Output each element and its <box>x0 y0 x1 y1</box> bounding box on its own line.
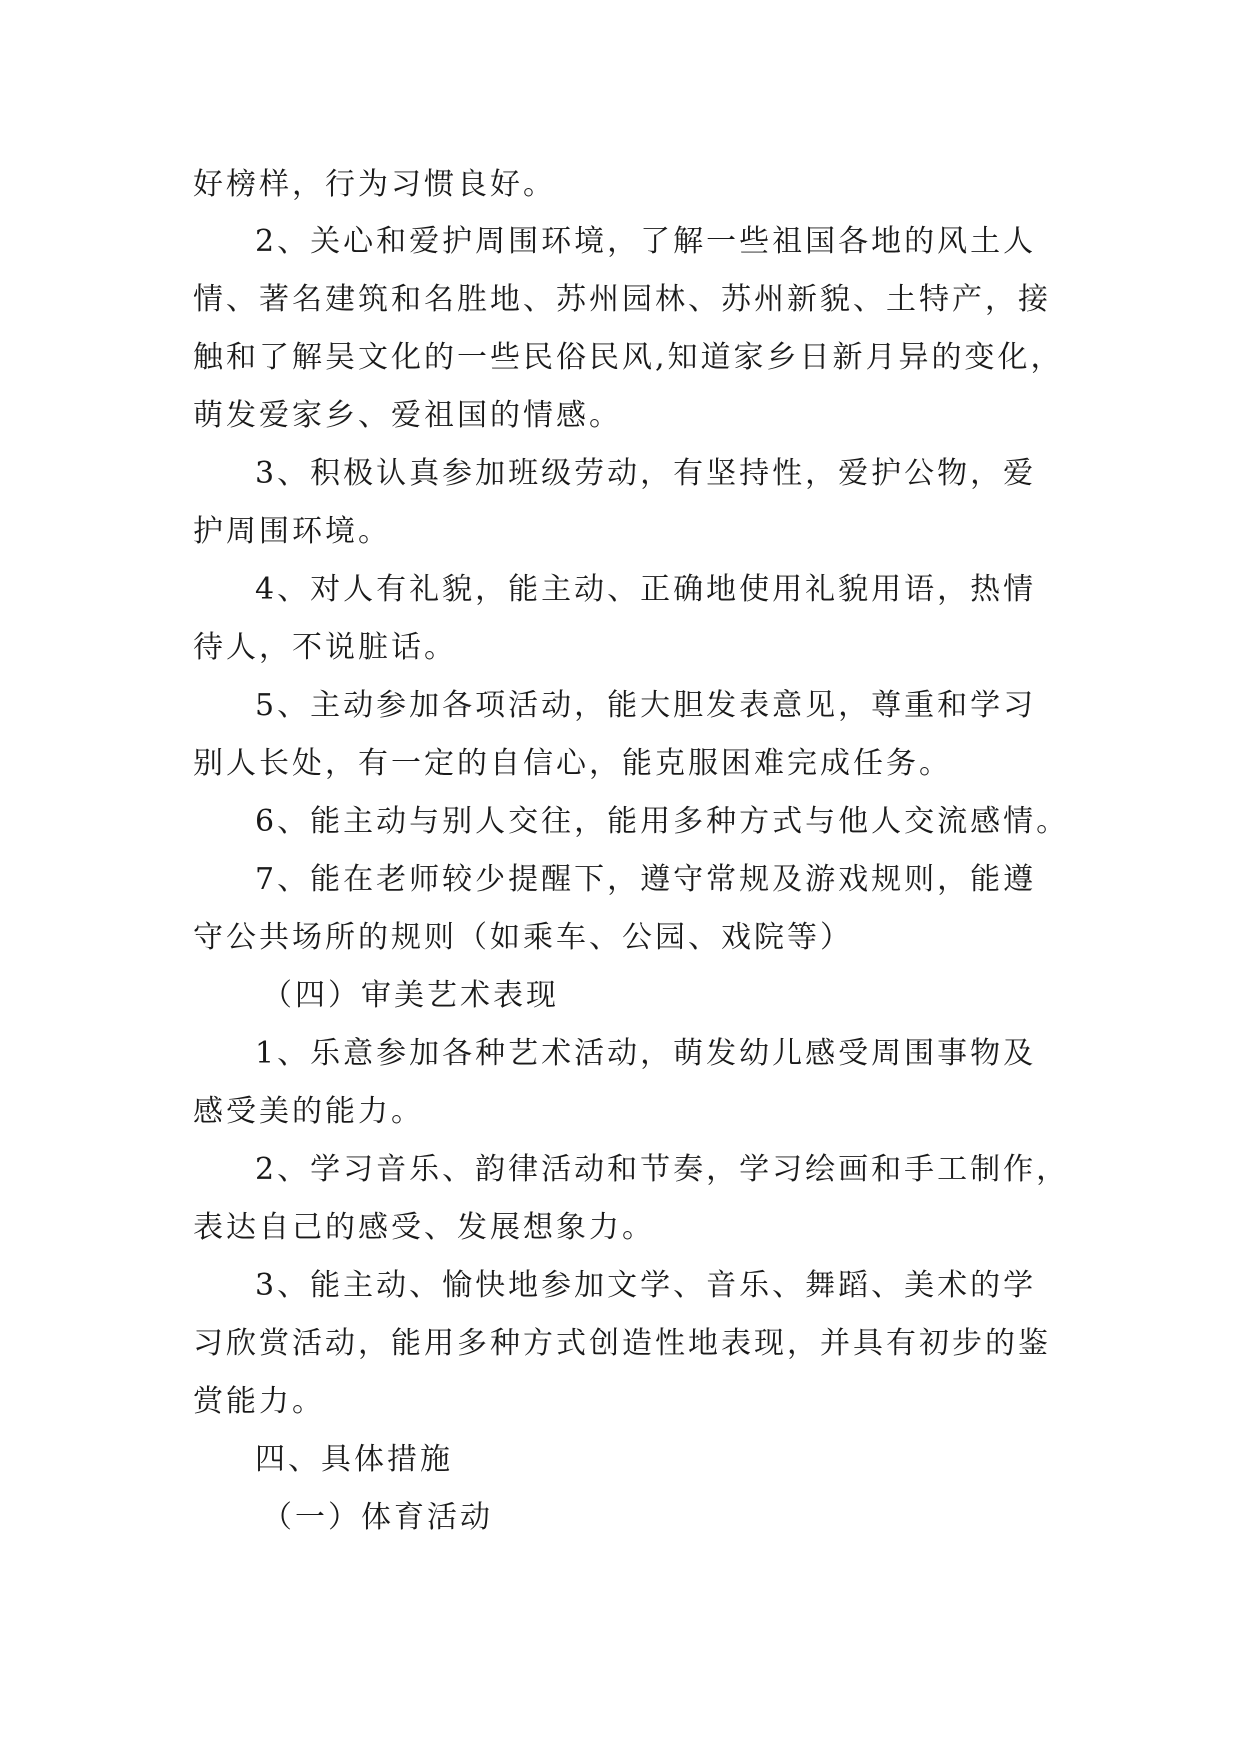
list-item-2-start: 2、关心和爱护周围环境，了解一些祖国各地的风土人 <box>255 224 1037 259</box>
text-line: 护周围环境。 <box>193 514 391 549</box>
list-item-7-start: 7、能在老师较少提醒下，遵守常规及游戏规则，能遵 <box>255 862 1037 897</box>
list-item-5-start: 5、主动参加各项活动，能大胆发表意见，尊重和学习 <box>255 688 1037 723</box>
list-item-6: 6、能主动与别人交往，能用多种方式与他人交流感情。 <box>255 804 1070 839</box>
subsection-heading: （一）体育活动 <box>262 1500 493 1535</box>
list-item-1-start: 1、乐意参加各种艺术活动，萌发幼儿感受周围事物及 <box>255 1036 1037 1071</box>
list-item-3-start: 3、积极认真参加班级劳动，有坚持性，爱护公物，爱 <box>255 456 1037 491</box>
text-line: 待人，不说脏话。 <box>193 630 457 665</box>
text-line: 情、著名建筑和名胜地、苏州园林、苏州新貌、土特产，接 <box>193 282 1051 317</box>
text-line: 好榜样，行为习惯良好。 <box>193 167 556 202</box>
text-line: 赏能力。 <box>193 1384 325 1419</box>
list-item-2-start: 2、学习音乐、韵律活动和节奏，学习绘画和手工制作， <box>255 1152 1070 1187</box>
text-line: 习欣赏活动，能用多种方式创造性地表现，并具有初步的鉴 <box>193 1326 1051 1361</box>
section-heading: 四、具体措施 <box>255 1442 453 1477</box>
text-line: 表达自己的感受、发展想象力。 <box>193 1210 655 1245</box>
list-item-3-start: 3、能主动、愉快地参加文学、音乐、舞蹈、美术的学 <box>255 1268 1037 1303</box>
list-item-4-start: 4、对人有礼貌，能主动、正确地使用礼貌用语，热情 <box>255 572 1037 607</box>
text-line: 萌发爱家乡、爱祖国的情感。 <box>193 398 622 433</box>
text-line: 触和了解吴文化的一些民俗民风,知道家乡日新月异的变化， <box>193 340 1064 375</box>
text-line: 守公共场所的规则（如乘车、公园、戏院等） <box>193 920 853 955</box>
text-line: 别人长处，有一定的自信心，能克服困难完成任务。 <box>193 746 952 781</box>
section-heading: （四）审美艺术表现 <box>262 978 559 1013</box>
text-line: 感受美的能力。 <box>193 1094 424 1129</box>
